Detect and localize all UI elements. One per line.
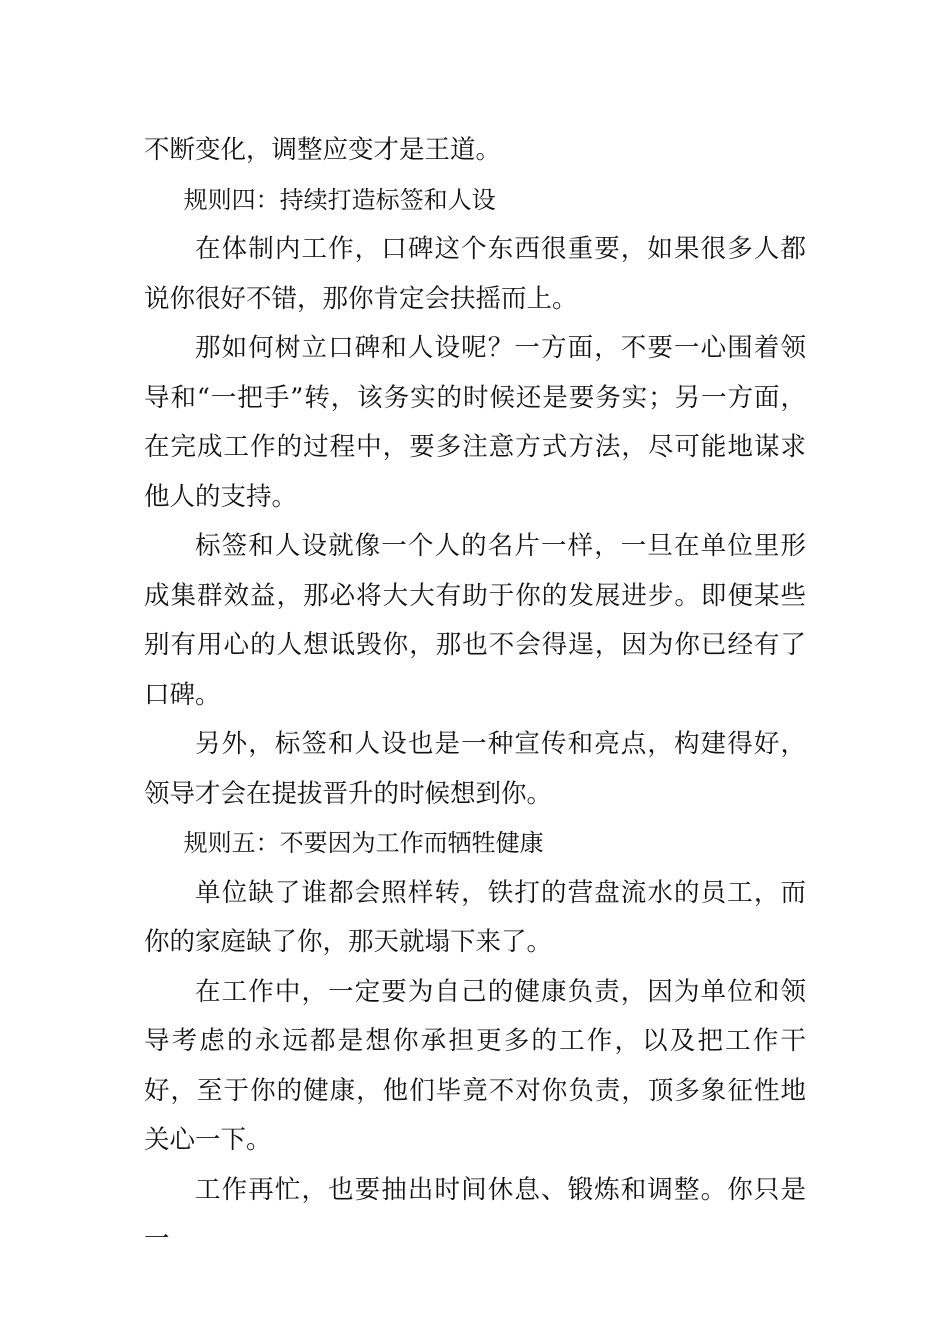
section-heading-rule-five: 规则五：不要因为工作而牺牲健康: [183, 829, 544, 857]
paragraph: 标签和人设就像一个人的名片一样，一旦在单位里形成集群效益，那必将大大有助于你的发展进步。即便某些别有用心的人想诋毁你，那也不会得逞，因为你已经有了口碑。: [144, 531, 806, 710]
continued-paragraph: 不断变化，调整应变才是王道。: [144, 135, 502, 165]
paragraph: 另外，标签和人设也是一种宣传和亮点，构建得好，领导才会在提拔晋升的时候想到你。: [144, 729, 806, 809]
paragraph: 在体制内工作，口碑这个东西很重要，如果很多人都说你很好不错，那你肯定会扶摇而上。: [144, 234, 806, 314]
paragraph: 在工作中，一定要为自己的健康负责，因为单位和领导考虑的永远都是想你承担更多的工作，以及把工作干好，至于你的健康，他们毕竟不对你负责，顶多象征性地关心一下。: [144, 976, 806, 1155]
paragraph: 单位缺了谁都会照样转，铁打的营盘流水的员工，而你的家庭缺了你，那天就塌下来了。: [144, 877, 806, 957]
paragraph: 工作再忙，也要抽出时间休息、锻炼和调整。你只是一: [144, 1174, 806, 1254]
section-heading-rule-four: 规则四：持续打造标签和人设: [183, 185, 496, 214]
paragraph: 那如何树立口碑和人设呢？一方面，不要一心围着领导和“一把手”转，该务实的时候还是要务实；另一方面，在完成工作的过程中，要多注意方式方法，尽可能地谋求他人的支持。: [144, 333, 806, 512]
